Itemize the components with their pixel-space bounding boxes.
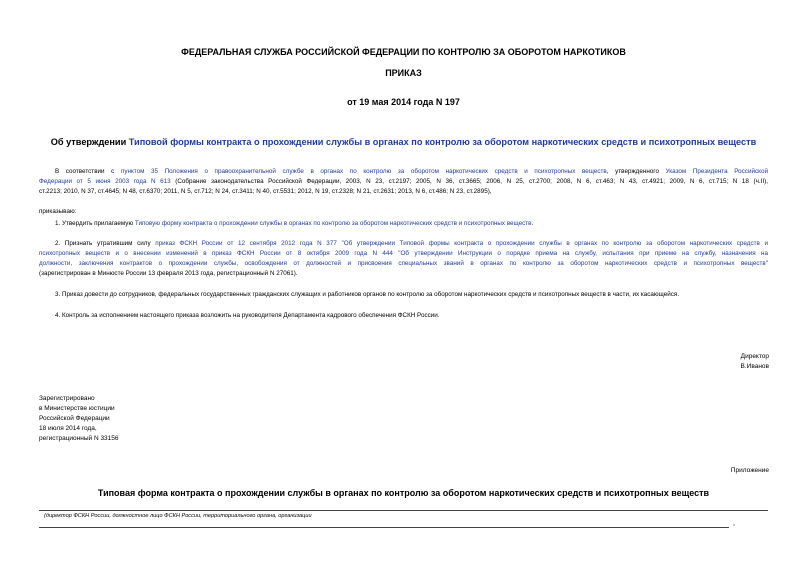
- date-number-heading: от 19 мая 2014 года N 197: [347, 97, 460, 107]
- form-link[interactable]: Типовую форму контракта о прохождении службы в органах по контролю за оборотом наркотических средств и психотропных веществ: [134, 220, 532, 227]
- registration-line-5: регистрационный N 33156: [39, 435, 119, 442]
- order-title-link[interactable]: Типовой формы контракта о прохождении службы в органах по контролю за оборотом наркотических средств и психотропных веществ: [128, 137, 757, 147]
- registration-line-4: 18 июля 2014 года,: [39, 425, 97, 432]
- registration-block: [39, 394, 119, 444]
- item-1-text: 1. Утвердить прилагаемую: [55, 220, 135, 227]
- registration-line-2: в Министерстве юстиции: [39, 405, 115, 412]
- old-order-link[interactable]: приказ ФСКН России от 12 сентября 2012 года N 377 "Об утверждении Типовой формы контракта о прохождении службы в органах по контролю за оборотом наркотических средств и: [155, 240, 768, 247]
- preamble-line-2: [39, 177, 768, 187]
- decree-link[interactable]: Указом Президента Российской: [665, 168, 768, 175]
- order-title: [0, 137, 807, 147]
- signature-position: Директор: [740, 353, 769, 360]
- item-2-text: 2. Признать утратившим силу: [55, 240, 156, 247]
- item-2-line-1: [39, 239, 768, 249]
- orders-word-text: приказываю:: [39, 208, 77, 215]
- regulation-link[interactable]: пунктом 35 Положения о правоохранительной службе в органах по контролю за оборотом наркотических средств и психотропных веществ: [120, 168, 607, 175]
- decree-link-cont[interactable]: Федерации от 5 июня 2003 года N 613: [39, 178, 171, 185]
- item-4-text: 4. Контроль за исполнением настоящего приказа возложить на руководителя Департамента кадрового обеспечения ФСКН России.: [55, 312, 440, 319]
- order-title-prefix: Об утверждении: [50, 137, 129, 147]
- signature-name: В.Иванов: [740, 363, 769, 370]
- preamble-text: (Собрание законодательства Российской Федерации, 2003, N 23, ст.2197; 2005, N 36, ст.3665; 2006, N 25, ст.2700; 2008, N 6, ст.463; N 43, ст.4921; 2009, N 6, ст.715; N 18 (ч.II),: [170, 178, 768, 185]
- item-2-line-3: [39, 259, 768, 269]
- agency-heading: ФЕДЕРАЛЬНАЯ СЛУЖБА РОССИЙСКОЙ ФЕДЕРАЦИИ ПО КОНТРОЛЮ ЗА ОБОРОТОМ НАРКОТИКОВ: [181, 47, 626, 57]
- appendix-label: Приложение: [730, 467, 769, 474]
- form-end-mark: ,: [733, 520, 735, 527]
- registration-line-1: Зарегистрировано: [39, 395, 95, 402]
- item-4: [39, 311, 768, 321]
- old-order-link-cont[interactable]: психотропных веществ и о внесении изменений в приказ ФСКН России от 8 октября 2009 года N 444 "Об утверждении Инструкции о порядке приема на службу, испытания при приеме на службу, назначения на: [39, 250, 768, 257]
- item-2-line-2: [39, 249, 768, 259]
- item-1-end: .: [531, 220, 534, 227]
- item-2: [39, 239, 768, 279]
- preamble-line-1: [39, 167, 768, 177]
- form-field-line-2[interactable]: [39, 527, 729, 528]
- form-field-caption: (директор ФСКН России, должностное лицо ФСКН России, территориального органа, организации: [44, 513, 312, 519]
- appendix-title: Типовая форма контракта о прохождении службы в органах по контролю за оборотом наркотических средств и психотропных веществ: [97, 488, 710, 498]
- form-field-line-1[interactable]: [39, 510, 768, 511]
- old-order-link-cont-2[interactable]: должности, заключения контрактов о прохождении службы, освобождения от должностей и присвоения специальных званий в органах по контролю за оборотом наркотических средств и психотропных веществ": [39, 260, 768, 267]
- preamble-line-3: ст.2213; 2010, N 37, ст.4645; N 48, ст.6370; 2011, N 5, ст.712; N 24, ст.3411; N 40, ст.5531; 2012, N 19, ст.2328; N 21, ст.2631; 2013, N 6, ст.486; N 23, ст.2895),: [39, 188, 492, 195]
- preamble-paragraph: [39, 167, 768, 197]
- item-1-line: [39, 219, 768, 229]
- item-3-text: 3. Приказ довести до сотрудников, федеральных государственных гражданских служащих и работников органов по контролю за оборотом наркотических средств и психотропных веществ в части, их касающейся.: [55, 291, 680, 298]
- orders-word: [39, 207, 768, 217]
- doc-type-heading: ПРИКАЗ: [385, 68, 422, 78]
- item-1: [39, 219, 768, 229]
- preamble-text: , утвержденного: [606, 168, 666, 175]
- item-3: [39, 290, 768, 300]
- preamble-text: В соответствии с: [55, 168, 121, 175]
- registration-line-3: Российской Федерации: [39, 415, 110, 422]
- signature-block: [741, 352, 769, 372]
- item-2-line-4: (зарегистрирован в Минюсте России 13 февраля 2013 года, регистрационный N 27061).: [39, 270, 298, 277]
